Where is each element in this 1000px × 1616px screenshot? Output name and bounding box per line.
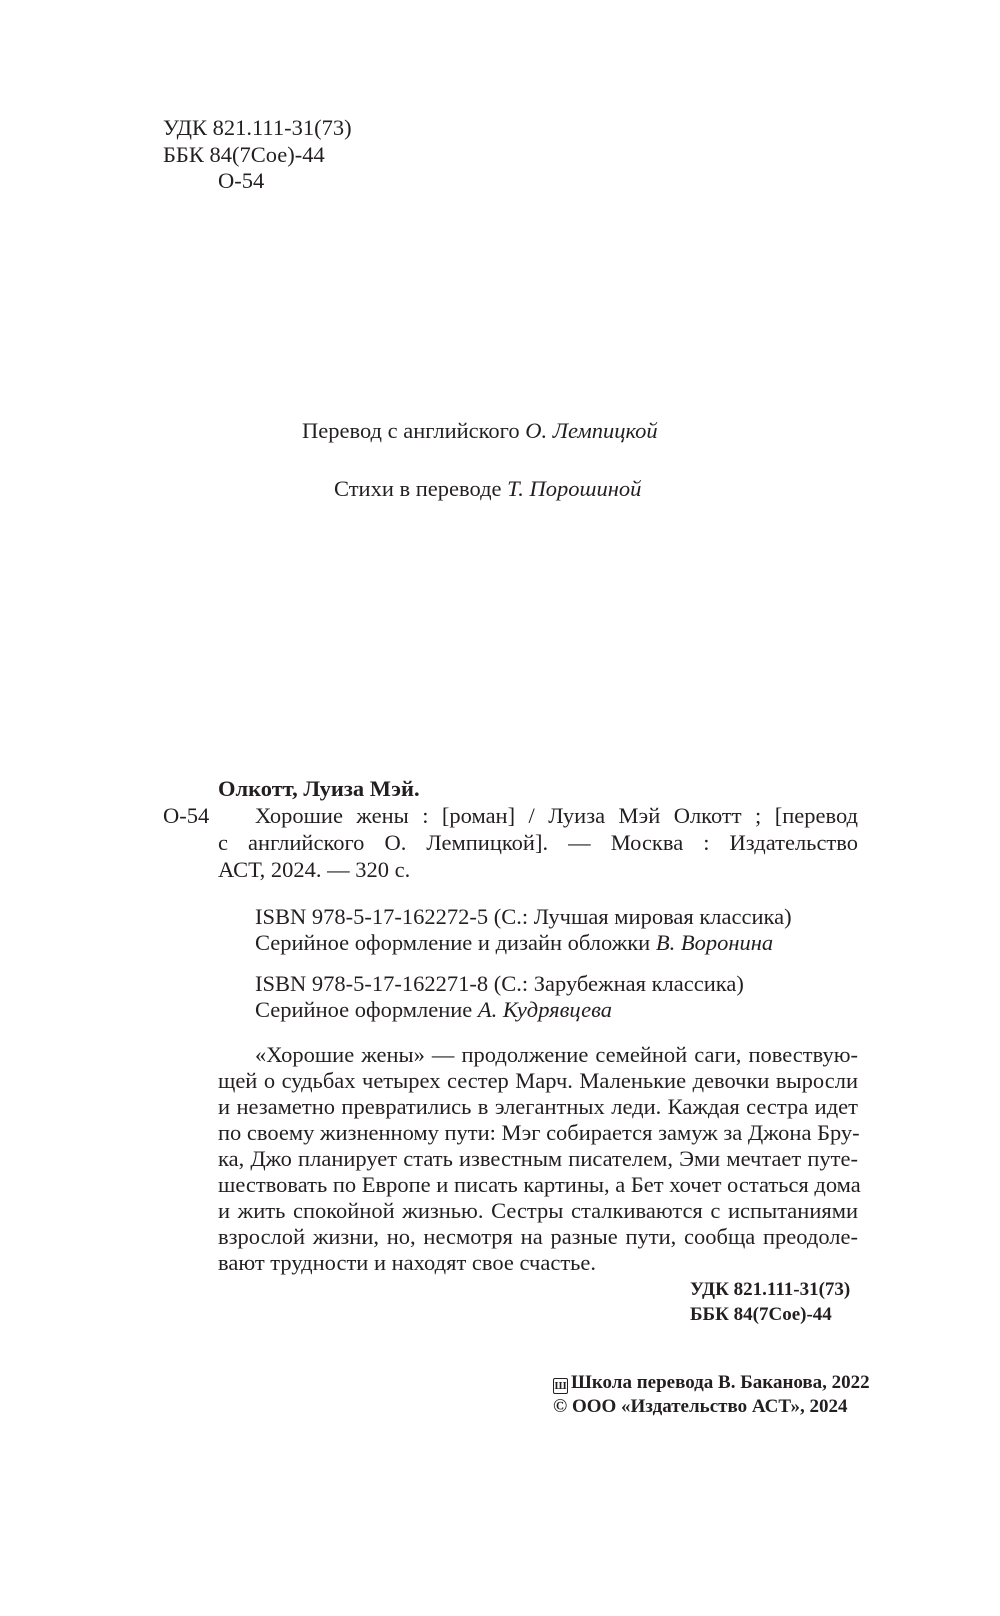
annotation-line: «Хорошие жены» — продолжение семейной саги, повествую- <box>255 1042 858 1067</box>
copyright-line-2: © ООО «Издательство АСТ», 2024 <box>553 1396 848 1417</box>
annotation-line: щей о судьбах четырех сестер Марч. Маленькие девочки выросли <box>218 1068 858 1093</box>
translation-label: Перевод с английского <box>302 418 520 443</box>
translation-credit <box>302 418 658 444</box>
design-credit-2 <box>255 997 612 1023</box>
isbn-1: ISBN 978-5-17-162272-5 (С.: Лучшая мировая классика) <box>255 904 792 929</box>
annotation-line: шествовать по Европе и писать картины, а Бет хочет остаться дома <box>218 1172 861 1197</box>
translation-school-logo-icon: Ш <box>554 1380 567 1392</box>
translator-name: О. Лемпицкой <box>525 418 658 443</box>
annotation-line: по своему жизненному пути: Мэг собирается замуж за Джона Бру- <box>218 1120 860 1145</box>
annotation-line: вают трудности и находят свое счастье. <box>218 1250 597 1275</box>
udk-code: УДК 821.111-31(73) <box>163 115 352 140</box>
catalog-author: Олкотт, Луиза Мэй. <box>218 776 420 801</box>
isbn-2: ISBN 978-5-17-162271-8 (С.: Зарубежная классика) <box>255 971 744 996</box>
footer-bbk: ББК 84(7Сое)-44 <box>690 1304 832 1325</box>
catalog-entry-line: Хорошие жены : [роман] / Луиза Мэй Олкотт ; [перевод <box>255 803 858 828</box>
poems-credit <box>334 476 641 502</box>
copyright-line-1 <box>553 1370 870 1396</box>
poems-translator-name: Т. Порошиной <box>507 476 642 501</box>
bbk-code: ББК 84(7Сое)-44 <box>163 142 325 167</box>
poems-label: Стихи в переводе <box>334 476 502 501</box>
catalog-entry-line: с английского О. Лемпицкой]. — Москва : Издательство <box>218 830 858 855</box>
annotation-line: и незаметно превратились в элегантных леди. Каждая сестра идет <box>218 1094 858 1119</box>
designer-name: А. Кудрявцева <box>477 997 613 1022</box>
catalog-entry-line: АСТ, 2024. — 320 с. <box>218 857 411 882</box>
author-mark: О-54 <box>218 168 265 193</box>
annotation-line: ка, Джо планирует стать известным писателем, Эми мечтает путе- <box>218 1146 858 1171</box>
annotation-line: взрослой жизни, но, несмотря на разные пути, сообща преодоле- <box>218 1224 858 1249</box>
copyright-text-1: Школа перевода В. Баканова, 2022 <box>571 1372 870 1393</box>
design-credit-1 <box>255 930 773 956</box>
footer-udk: УДК 821.111-31(73) <box>690 1279 851 1300</box>
design-label: Серийное оформление и дизайн обложки <box>255 930 651 955</box>
designer-name: В. Воронина <box>655 930 774 955</box>
catalog-code: О-54 <box>163 803 210 828</box>
annotation-line: и жить спокойной жизнью. Сестры сталкиваются с испытаниями <box>218 1198 858 1223</box>
design-label: Серийное оформление <box>255 997 473 1022</box>
